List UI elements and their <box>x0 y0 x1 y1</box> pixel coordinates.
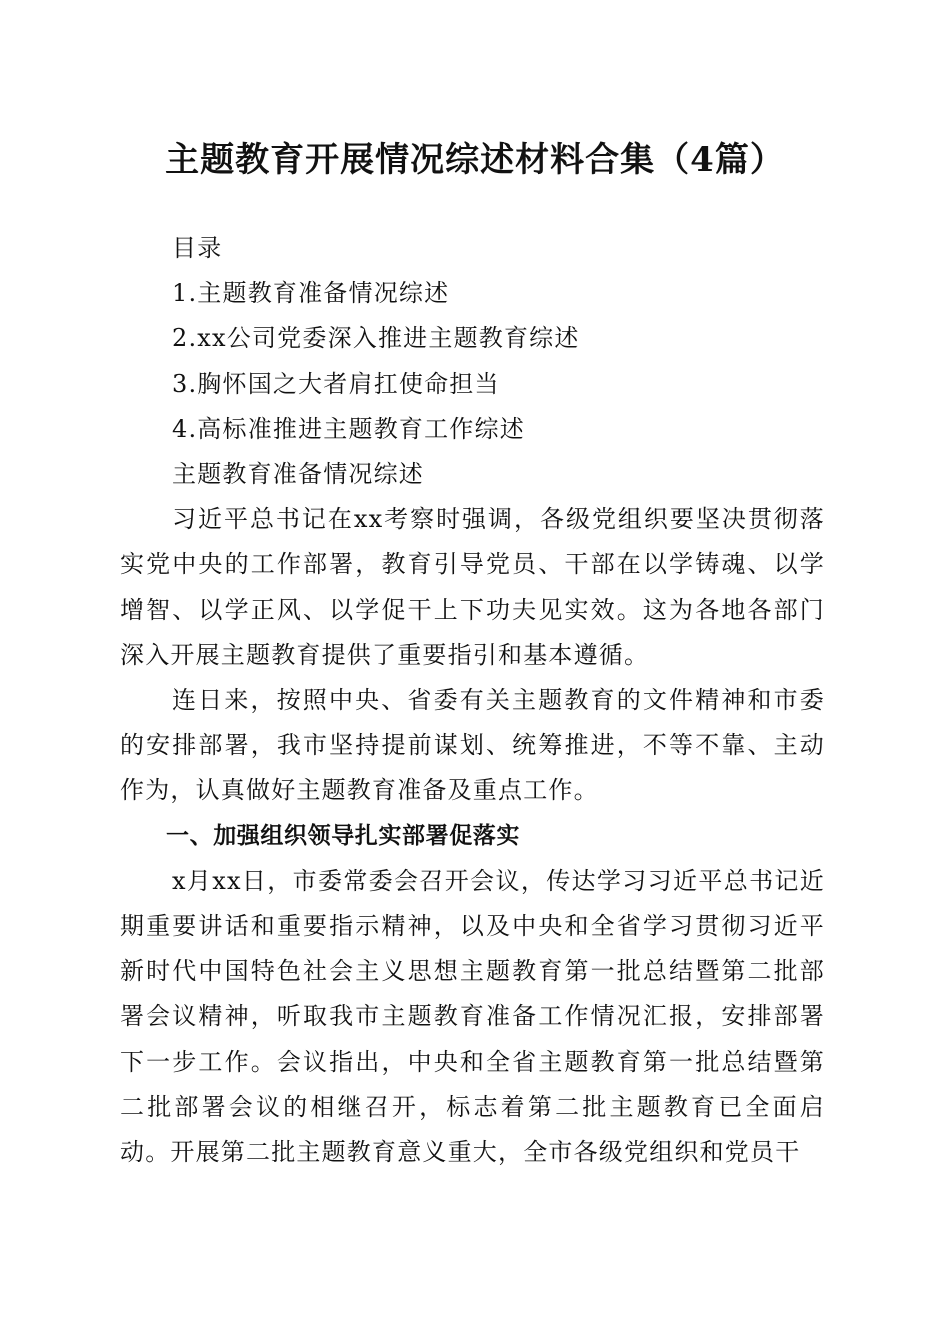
document-body <box>120 226 825 1175</box>
section-heading: 一、加强组织领导扎实部署促落实 <box>166 822 520 849</box>
toc-item: 2.xx公司党委深入推进主题教育综述 <box>172 324 580 353</box>
document-title: 主题教育开展情况综述材料合集（4篇） <box>165 140 785 180</box>
article-title: 主题教育准备情况综述 <box>172 460 424 489</box>
toc-item: 1.主题教育准备情况综述 <box>172 279 450 308</box>
toc-label: 目录 <box>172 234 223 262</box>
paragraph: 习近平总书记在xx考察时强调，各级党组织要坚决贯彻落实党中央的工作部署，教育引导党员、干部在以学铸魂、以学增智、以学正风、以学促干上下功夫见实效。这为各地各部门深入开展主题教育提供了重要指引和基本遵循。 <box>120 505 825 669</box>
paragraph: x月xx日，市委常委会召开会议，传达学习习近平总书记近期重要讲话和重要指示精神，以及中央和全省学习贯彻习近平新时代中国特色社会主义思想主题教育第一批总结暨第二批部署会议精神，听取我市主题教育准备工作情况汇报，安排部署下一步工作。会议指出，中央和全省主题教育第一批总结暨第二批部署会议的相继召开，标志着第二批主题教育已全面启动。开展第二批主题教育意义重大，全市各级党组织和党员干 <box>120 866 825 1167</box>
toc-item: 4.高标准推进主题教育工作综述 <box>172 414 525 443</box>
toc-item: 3.胸怀国之大者肩扛使命担当 <box>172 369 500 398</box>
paragraph: 连日来，按照中央、省委有关主题教育的文件精神和市委的安排部署，我市坚持提前谋划、统筹推进，不等不靠、主动作为，认真做好主题教育准备及重点工作。 <box>120 686 825 805</box>
